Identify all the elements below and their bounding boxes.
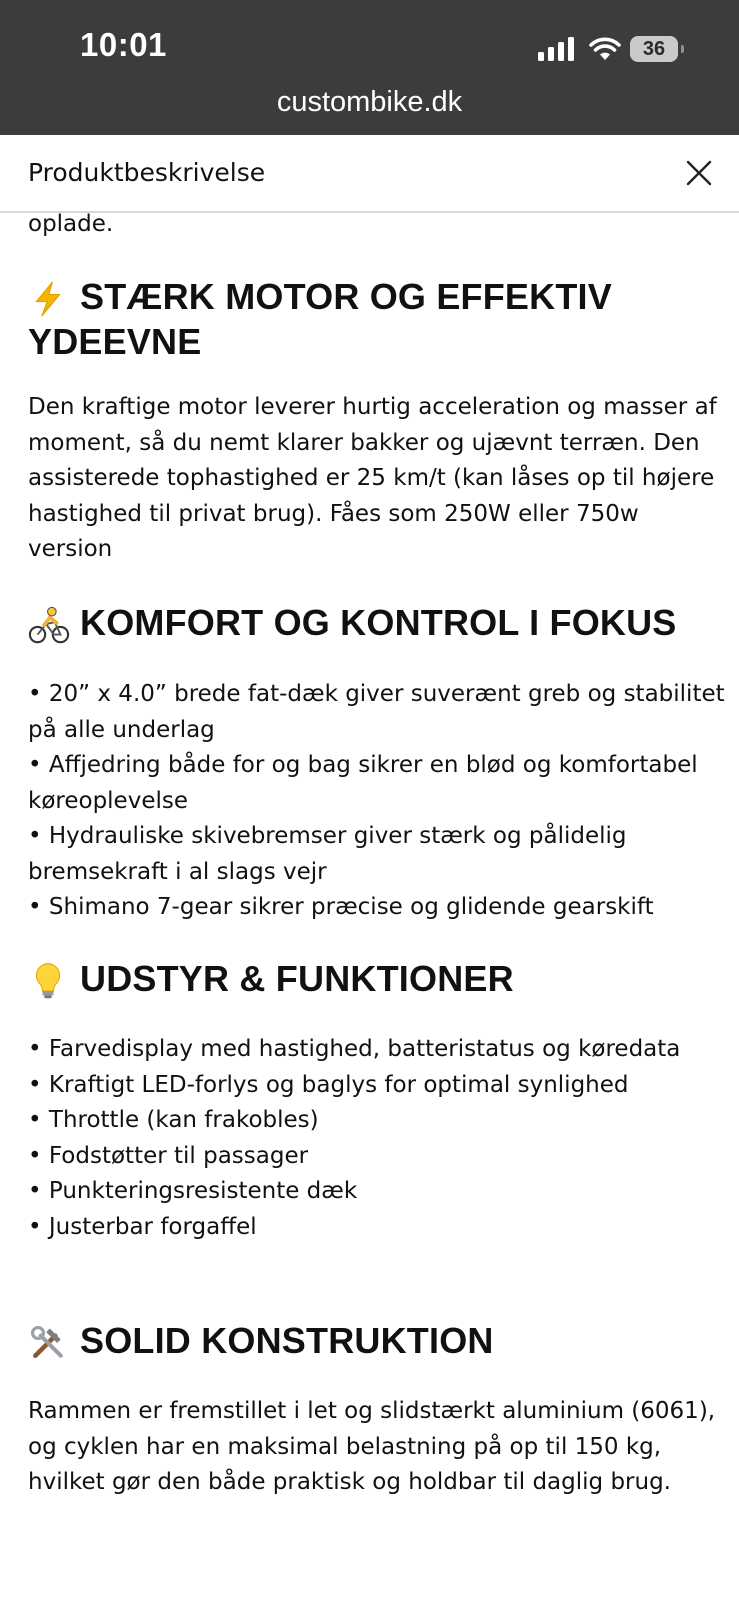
modal-header [0, 135, 739, 213]
equipment-bullet-list [28, 1032, 728, 1245]
light-bulb-icon [28, 961, 72, 1001]
paragraph-fragment: oplade. [28, 211, 114, 237]
section-heading-comfort [28, 600, 718, 646]
list-item: • Throttle (kan frakobles) [28, 1103, 728, 1139]
section-heading-construction [28, 1318, 718, 1363]
cellular-signal-icon [538, 37, 574, 61]
list-item: • 20” x 4.0” brede fat-dæk giver suverænt greb og stabilitet på alle underlag [28, 677, 728, 748]
motor-paragraph: Den kraftige motor leverer hurtig acceleration og masser af moment, så du nemt klarer bakker og ujævnt terræn. Den assisterede tophastighed er 25 km/t (kan låses op til højere hastighed til privat brug). Fåes som 250W eller 750w version [28, 394, 717, 562]
section-heading-motor-line2: YDEEVNE [28, 321, 202, 363]
list-item: • Hydrauliske skivebremser giver stærk og pålidelig bremsekraft i al slags vejr [28, 819, 728, 890]
wifi-icon [588, 36, 622, 62]
section-heading-equipment [28, 956, 718, 1001]
close-icon[interactable] [683, 157, 715, 189]
list-item: • Farvedisplay med hastighed, batteristatus og køredata [28, 1032, 728, 1068]
modal-title: Produktbeskrivelse [28, 158, 266, 187]
status-time: 10:01 [80, 26, 167, 63]
lightning-icon [28, 279, 72, 319]
section-heading-equipment-text: UDSTYR & FUNKTIONER [80, 958, 514, 999]
battery-icon: 36 [630, 36, 678, 62]
address-bar-url[interactable]: custombike.dk [276, 86, 463, 118]
comfort-bullet-list [28, 677, 728, 926]
list-item: • Kraftigt LED-forlys og baglys for optimal synlighed [28, 1068, 728, 1104]
construction-paragraph: Rammen er fremstillet i let og slidstærkt aluminium (6061), og cyklen har en maksimal belastning på op til 150 kg, hvilket gør den både praktisk og holdbar til daglig brug. [28, 1398, 716, 1495]
list-item: • Punkteringsresistente dæk [28, 1174, 728, 1210]
status-icons [538, 34, 678, 64]
list-item: • Shimano 7-gear sikrer præcise og glidende gearskift [28, 890, 728, 926]
section-heading-motor [28, 274, 718, 364]
hammer-wrench-icon [28, 1323, 72, 1363]
status-bar [0, 0, 739, 135]
list-item: • Affjedring både for og bag sikrer en blød og komfortabel køreoplevelse [28, 748, 728, 819]
list-item: • Justerbar forgaffel [28, 1210, 728, 1246]
cyclist-icon [28, 604, 72, 646]
section-heading-construction-text: SOLID KONSTRUKTION [80, 1320, 494, 1361]
section-heading-motor-line1: STÆRK MOTOR OG EFFEKTIV [80, 276, 612, 317]
list-item: • Fodstøtter til passager [28, 1139, 728, 1175]
section-heading-comfort-text: KOMFORT OG KONTROL I FOKUS [80, 602, 677, 643]
